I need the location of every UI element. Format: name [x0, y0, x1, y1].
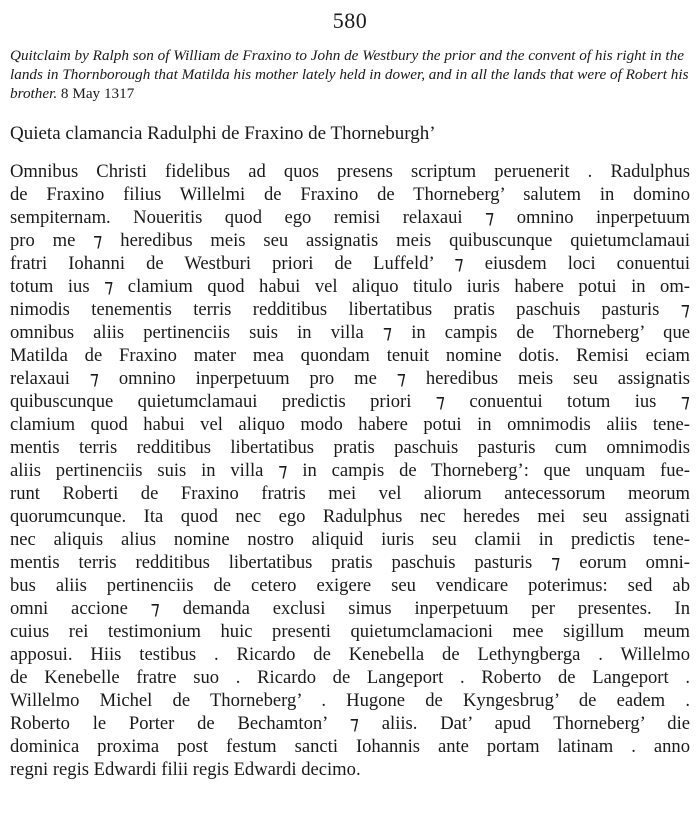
charter-text-line: totum ius ⁊ clamium quod habui vel aliquo titulo iuris habere potui in om-: [10, 276, 690, 297]
charter-text-line: de Fraxino filius Willelmi de Fraxino de Thorneberg’ salutem in domino: [10, 184, 690, 205]
charter-text-line: aliis pertinenciis suis in villa ⁊ in campis de Thorneberg’: que unquam fue-: [10, 460, 690, 481]
charter-text-line: nimodis tenementis terris redditibus libertatibus pratis paschuis pasturis ⁊: [10, 299, 690, 320]
charter-text-line: regni regis Edwardi filii regis Edwardi decimo.: [10, 759, 361, 780]
charter-text-line: clamium quod habui vel aliquo modo habere potui in omnimodis aliis tene-: [10, 414, 690, 435]
charter-text-line: de Kenebelle fratre suo . Ricardo de Langeport . Roberto de Langeport .: [10, 667, 690, 688]
charter-text-line: relaxaui ⁊ omnino inperpetuum pro me ⁊ heredibus meis seu assignatis: [10, 368, 690, 389]
charter-text-line: mentis terris redditibus libertatibus pratis paschuis pasturis ⁊ eorum omni-: [10, 552, 690, 573]
charter-text-line: Omnibus Christi fidelibus ad quos presens scriptum peruenerit . Radulphus: [10, 161, 690, 182]
charter-text-line: Roberto le Porter de Bechamton’ ⁊ aliis. Dat’ apud Thorneberg’ die: [10, 713, 690, 734]
document-page: [10, 0, 690, 781]
charter-text-line: nec aliquis alius nomine nostro aliquid iuris seu clamii in predictis tene-: [10, 529, 690, 550]
charter-text-line: sempiternam. Noueritis quod ego remisi relaxaui ⁊ omnino inperpetuum: [10, 207, 690, 228]
charter-text-line: dominica proxima post festum sancti Iohannis ante portam latinam . anno: [10, 736, 690, 757]
charter-text-line: quorumcunque. Ita quod nec ego Radulphus nec heredes mei seu assignati: [10, 506, 690, 527]
abstract-date: 8 May 1317: [57, 85, 135, 102]
charter-text-line: cuius rei testimonium huic presenti quietumclamacioni mee sigillum meum: [10, 621, 690, 642]
abstract-summary: Quitclaim by Ralph son of William de Fraxino to John de Westbury the prior and the convent of his right in the lands in Thornborough that Matilda his mother lately held in dower, and in all the lands that were of Robert his brother.: [10, 47, 689, 102]
page-number: 580: [332, 8, 368, 33]
charter-text-line: mentis terris redditibus libertatibus pratis paschuis pasturis cum omnimodis: [10, 437, 690, 458]
charter-text-line: Matilda de Fraxino mater mea quondam tenuit nomine dotis. Remisi eciam: [10, 345, 690, 366]
charter-text: [10, 160, 690, 781]
charter-heading: Quieta clamancia Radulphi de Fraxino de Thorneburgh’: [10, 123, 436, 144]
charter-text-line: apposui. Hiis testibus . Ricardo de Kenebella de Lethyngberga . Willelmo: [10, 644, 690, 665]
charter-text-line: Willelmo Michel de Thorneberg’ . Hugone de Kyngesbrug’ de eadem .: [10, 690, 690, 711]
charter-text-line: runt Roberti de Fraxino fratris mei vel aliorum antecessorum meorum: [10, 483, 690, 504]
charter-text-line: omni accione ⁊ demanda exclusi simus inperpetuum per presentes. In: [10, 598, 690, 619]
charter-text-line: bus aliis pertinenciis de cetero exigere seu vendicare poterimus: sed ab: [10, 575, 690, 596]
charter-text-line: omnibus aliis pertinenciis suis in villa ⁊ in campis de Thorneberg’ que: [10, 322, 690, 343]
charter-abstract: [10, 46, 690, 103]
charter-text-line: fratri Iohanni de Westburi priori de Luffeld’ ⁊ eiusdem loci conuentui: [10, 253, 690, 274]
charter-text-line: quibuscunque quietumclamaui predictis priori ⁊ conuentui totum ius ⁊: [10, 391, 690, 412]
charter-text-line: pro me ⁊ heredibus meis seu assignatis meis quibuscunque quietumclamaui: [10, 230, 690, 251]
